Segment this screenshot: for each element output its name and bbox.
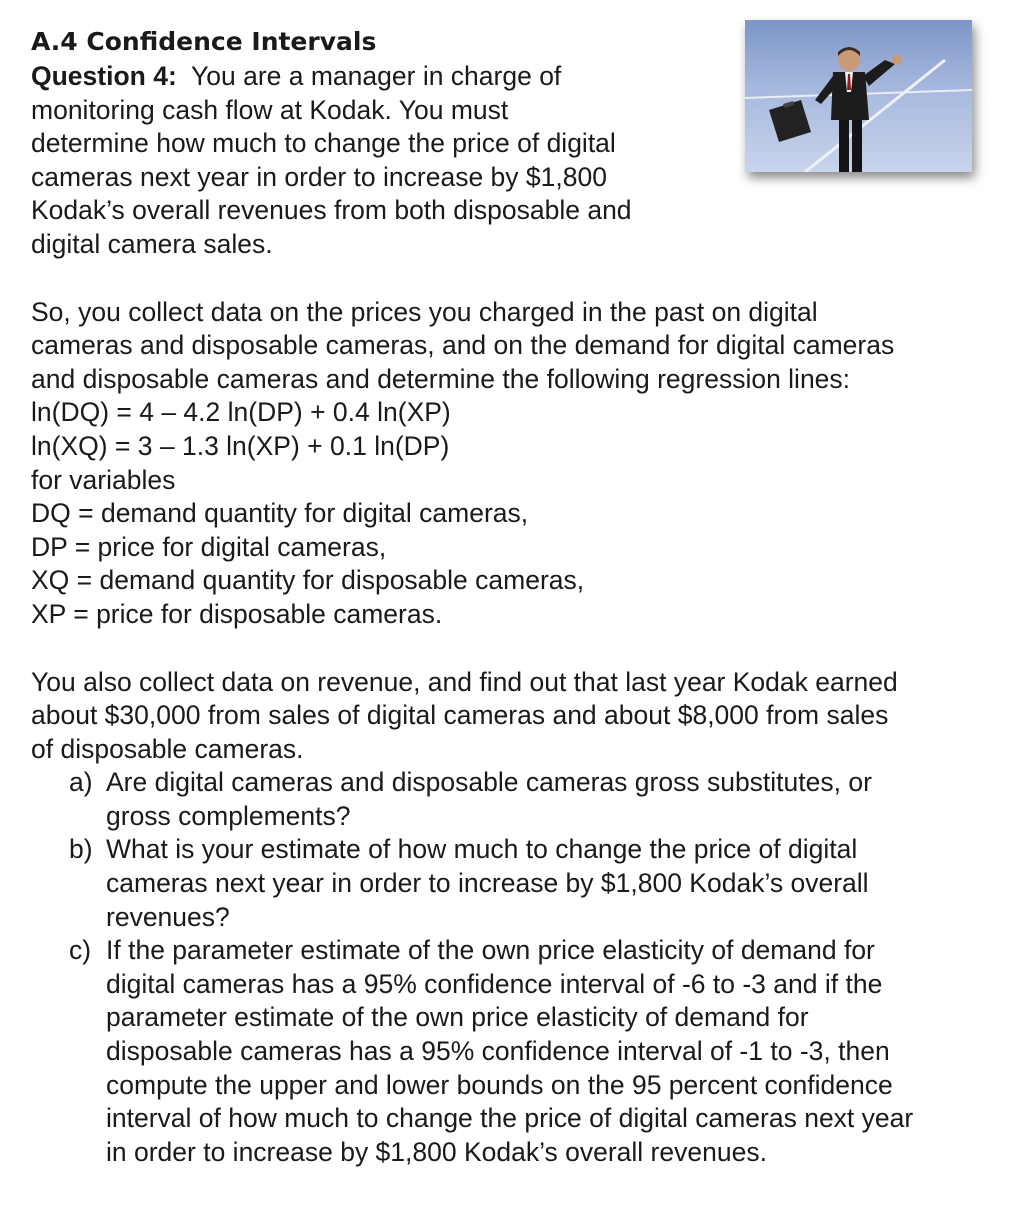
question-label: Question 4: <box>31 61 177 91</box>
variable-definition: DQ = demand quantity for digital cameras, <box>31 498 529 529</box>
sub-question-a <box>31 766 1011 833</box>
paragraph-line: You also collect data on revenue, and find out that last year Kodak earned <box>31 666 898 697</box>
paragraph-line: and disposable cameras and determine the following regression lines: <box>31 363 851 394</box>
paragraph-line: cameras and disposable cameras, and on the demand for digital cameras <box>31 330 895 361</box>
document-page <box>31 24 1011 1169</box>
list-marker: a) <box>69 767 93 798</box>
revenue-paragraph <box>31 666 1011 767</box>
paragraph-gap <box>31 632 1011 666</box>
sub-question-line: disposable cameras has a 95% confidence interval of -1 to -3, then <box>106 1036 890 1067</box>
intro-line: cameras next year in order to increase by $1,800 <box>31 161 607 192</box>
intro-line: monitoring cash flow at Kodak. You must <box>31 94 509 125</box>
intro-line: You are a manager in charge of <box>191 61 562 91</box>
intro-line: digital camera sales. <box>31 228 273 259</box>
question-intro <box>31 60 721 262</box>
paragraph-line: of disposable cameras. <box>31 733 304 764</box>
sub-question-line: digital cameras has a 95% confidence interval of -6 to -3 and if the <box>106 968 883 999</box>
sub-question-b <box>31 833 1011 934</box>
variable-definition: XQ = demand quantity for disposable cameras, <box>31 565 585 596</box>
variables-intro: for variables <box>31 464 176 495</box>
intro-line: Kodak’s overall revenues from both disposable and <box>31 195 632 226</box>
intro-line: determine how much to change the price of digital <box>31 128 616 159</box>
sub-question-line: interval of how much to change the price of digital cameras next year <box>106 1103 914 1134</box>
sub-question-line: cameras next year in order to increase by $1,800 Kodak’s overall <box>106 868 869 899</box>
section-title: A.4 Confidence Intervals <box>31 27 377 56</box>
regression-equation: ln(DQ) = 4 – 4.2 ln(DP) + 0.4 ln(XP) <box>31 397 451 428</box>
paragraph-line: So, you collect data on the prices you charged in the past on digital <box>31 296 818 327</box>
sub-question-list <box>31 766 1011 1169</box>
sub-question-line: If the parameter estimate of the own price elasticity of demand for <box>106 935 875 966</box>
sub-question-line: What is your estimate of how much to change the price of digital <box>106 834 858 865</box>
variable-definition: XP = price for disposable cameras. <box>31 598 443 629</box>
regression-equation: ln(XQ) = 3 – 1.3 ln(XP) + 0.1 ln(DP) <box>31 430 450 461</box>
list-marker: c) <box>69 935 92 966</box>
paragraph-line: about $30,000 from sales of digital cameras and about $8,000 from sales <box>31 700 889 731</box>
sub-question-line: revenues? <box>106 901 230 932</box>
variable-definition: DP = price for digital cameras, <box>31 531 387 562</box>
sub-question-line: Are digital cameras and disposable cameras gross substitutes, or <box>106 767 872 798</box>
list-marker: b) <box>69 834 93 865</box>
sub-question-line: compute the upper and lower bounds on the 95 percent confidence <box>106 1069 893 1100</box>
sub-question-line: in order to increase by $1,800 Kodak’s overall revenues. <box>106 1136 767 1167</box>
data-paragraph <box>31 296 1011 632</box>
sub-question-line: gross complements? <box>106 800 351 831</box>
paragraph-gap <box>31 262 1011 296</box>
sub-question-c <box>31 934 1011 1169</box>
sub-question-line: parameter estimate of the own price elasticity of demand for <box>106 1002 809 1033</box>
